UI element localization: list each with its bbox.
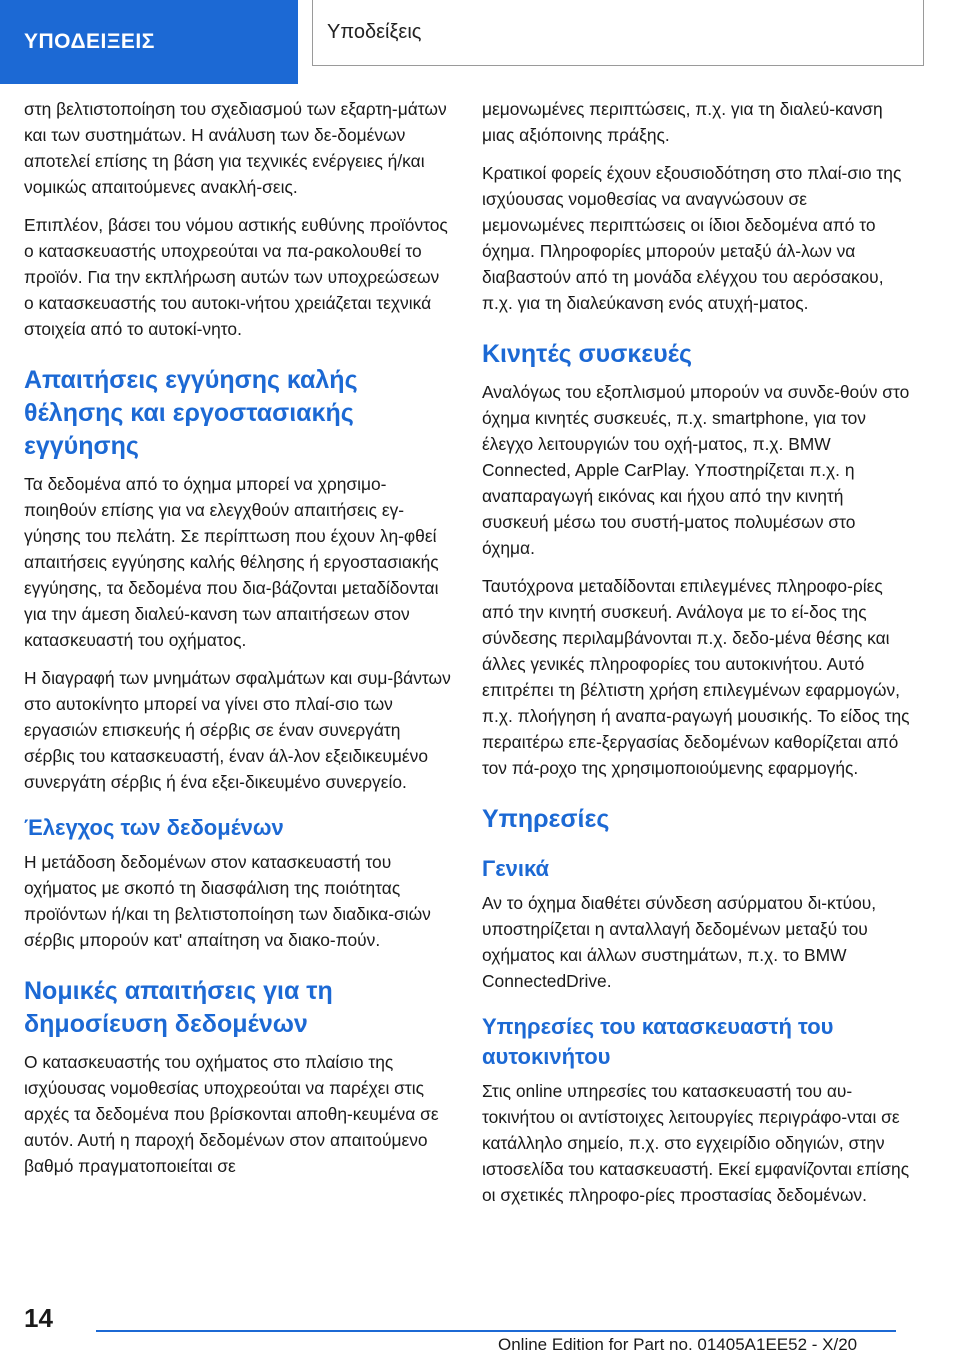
paragraph: Η μετάδοση δεδομένων στον κατασκευαστή του οχήματος με σκοπό τη διασφάλιση της ποιότητας προϊόντων ή/και τη βελτιστοποίηση των διαδικα-σιών σέρβις μπορούν κατ' απαίτηση να διακο-πούν. xyxy=(24,852,431,950)
right-column xyxy=(482,96,910,1220)
heading-services: Υπηρεσίες xyxy=(482,805,610,833)
footer-edition: Online Edition for Part no. 01405A1EE52 - X/20 xyxy=(498,1335,858,1354)
heading-data-control: Έλεγχος των δεδομένων xyxy=(24,815,284,840)
heading-warranty: Απαιτήσεις εγγύησης καλής θέλησης και εργοστασιακής εγγύησης xyxy=(24,366,358,460)
paragraph: Στις online υπηρεσίες του κατασκευαστή του αυ-τοκινήτου οι αντίστοιχες λειτουργίες περιγράφο-νται σε κατάλληλο σημείο, π.χ. στο εγχειρίδιο οδηγιών, στην ιστοσελίδα του κατασκευαστή. Εκεί εμφανίζονται επίσης οι σχετικές πληροφο-ρίες προστασίας δεδομένων. xyxy=(482,1081,910,1205)
heading-manufacturer-services: Υπηρεσίες του κατασκευαστή του αυτοκινήτου xyxy=(482,1014,834,1069)
paragraph: στη βελτιστοποίηση του σχεδιασμού των εξαρτη-μάτων και των συστημάτων. Η ανάλυση των δε-δομένων αποτελεί επίσης τη βάση για τεχνικές ενέργειες ή/και νομικώς απαιτούμενες ανακλή-σεις. xyxy=(24,99,447,197)
paragraph: Επιπλέον, βάσει του νόμου αστικής ευθύνης προϊόντος ο κατασκευαστής υποχρεούται να πα-ρακολουθεί το προϊόν. Για την εκπλήρωση αυτών των υποχρεώσεων ο κατασκευαστής του αυτοκι-νήτου χρειάζεται τεχνικά στοιχεία από το αυτοκί-νητο. xyxy=(24,215,448,339)
left-column xyxy=(24,96,452,1191)
paragraph: Ταυτόχρονα μεταδίδονται επιλεγμένες πληροφο-ρίες από την κινητή συσκευή. Ανάλογα με το εί-δος της σύνδεσης περιλαμβάνονται π.χ. δεδο-μένα θέσης και άλλες γενικές πληροφορίες του αυτοκινήτου. Αυτό επιτρέπει τη βέλτιστη χρήση επιλεγμένων εφαρμογών, π.χ. πλοήγηση ή αναπα-ραγωγή μουσικής. Το είδος της περαιτέρω επε-ξεργασίας δεδομένων καθορίζεται από τον πά-ροχο της χρησιμοποιούμενης εφαρμογής. xyxy=(482,576,910,778)
paragraph: Η διαγραφή των μνημάτων σφαλμάτων και συμ-βάντων στο αυτοκίνητο μπορεί να γίνει στο πλαί-σιο των εργασιών επισκευής ή σέρβις σε έναν συνεργάτη σέρβις του κατασκευαστή, έναν άλ-λον εξειδικευμένο συνεργάτη σέρβις ή ένα εξει-δικευμένο συνεργείο. xyxy=(24,668,451,792)
paragraph: Αν το όχημα διαθέτει σύνδεση ασύρματου δι-κτύου, υποστηρίζεται η ανταλλαγή δεδομένων μεταξύ του οχήματος και άλλων συστημάτων, π.χ. το BMW ConnectedDrive. xyxy=(482,893,877,991)
heading-mobile-devices: Κινητές συσκευές xyxy=(482,340,692,368)
heading-general: Γενικά xyxy=(482,856,550,881)
page-title: Υποδείξεις xyxy=(312,0,924,66)
heading-legal-requirements: Νομικές απαιτήσεις για τη δημοσίευση δεδομένων xyxy=(24,977,333,1038)
section-tab: ΥΠΟΔΕΙΞΕΙΣ xyxy=(0,0,298,84)
page-number: 14 xyxy=(24,1303,53,1333)
paragraph: Τα δεδομένα από το όχημα μπορεί να χρησιμο-ποιηθούν επίσης για να ελεγχθούν απαιτήσεις εγ-γύησης του πελάτη. Σε περίπτωση που έχουν λη-φθεί απαιτήσεις εγγύησης καλής θέλησης ή εργοστασιακής εγγύησης, τα δεδομένα που δια-βάζονται μεταδίδονται για την άμεση διαλεύ-κανση των απαιτήσεων στον κατασκευαστή του οχήματος. xyxy=(24,474,439,650)
paragraph: μεμονωμένες περιπτώσεις, π.χ. για τη διαλεύ-κανση μιας αξιόποινης πράξης. xyxy=(482,99,883,145)
paragraph: Αναλόγως του εξοπλισμού μπορούν να συνδε-θούν στο όχημα κινητές συσκευές, π.χ. smartphone, για τον έλεγχο λειτουργιών του οχή-ματος, π.χ. BMW Connected, Apple CarPlay. Υποστηρίζεται π.χ. η αναπαραγωγή εικόνας και ήχου από την κινητή συσκευή μέσω του συστή-ματος πολυμέσων στο όχημα. xyxy=(482,382,910,558)
paragraph: Κρατικοί φορείς έχουν εξουσιοδότηση στο πλαί-σιο της ισχύουσας νομοθεσίας να αναγνώσουν σε μεμονωμένες περιπτώσεις οι ίδιοι δεδομένα από το όχημα. Πληροφορίες μπορούν μεταξύ άλ-λων να διαβαστούν από τη μονάδα ελέγχου του αερόσακου, π.χ. για τη διαλεύκανση ενός ατυχή-ματος. xyxy=(482,163,902,313)
footer-divider xyxy=(96,1330,896,1332)
paragraph: Ο κατασκευαστής του οχήματος στο πλαίσιο της ισχύουσας νομοθεσίας υποχρεούται να παρέχει στις αρχές τα δεδομένα που βρίσκονται αποθη-κευμένα σε αυτόν. Αυτή η παροχή δεδομένων στον απαιτούμενο βαθμό πραγματοποιείται σε xyxy=(24,1052,439,1176)
